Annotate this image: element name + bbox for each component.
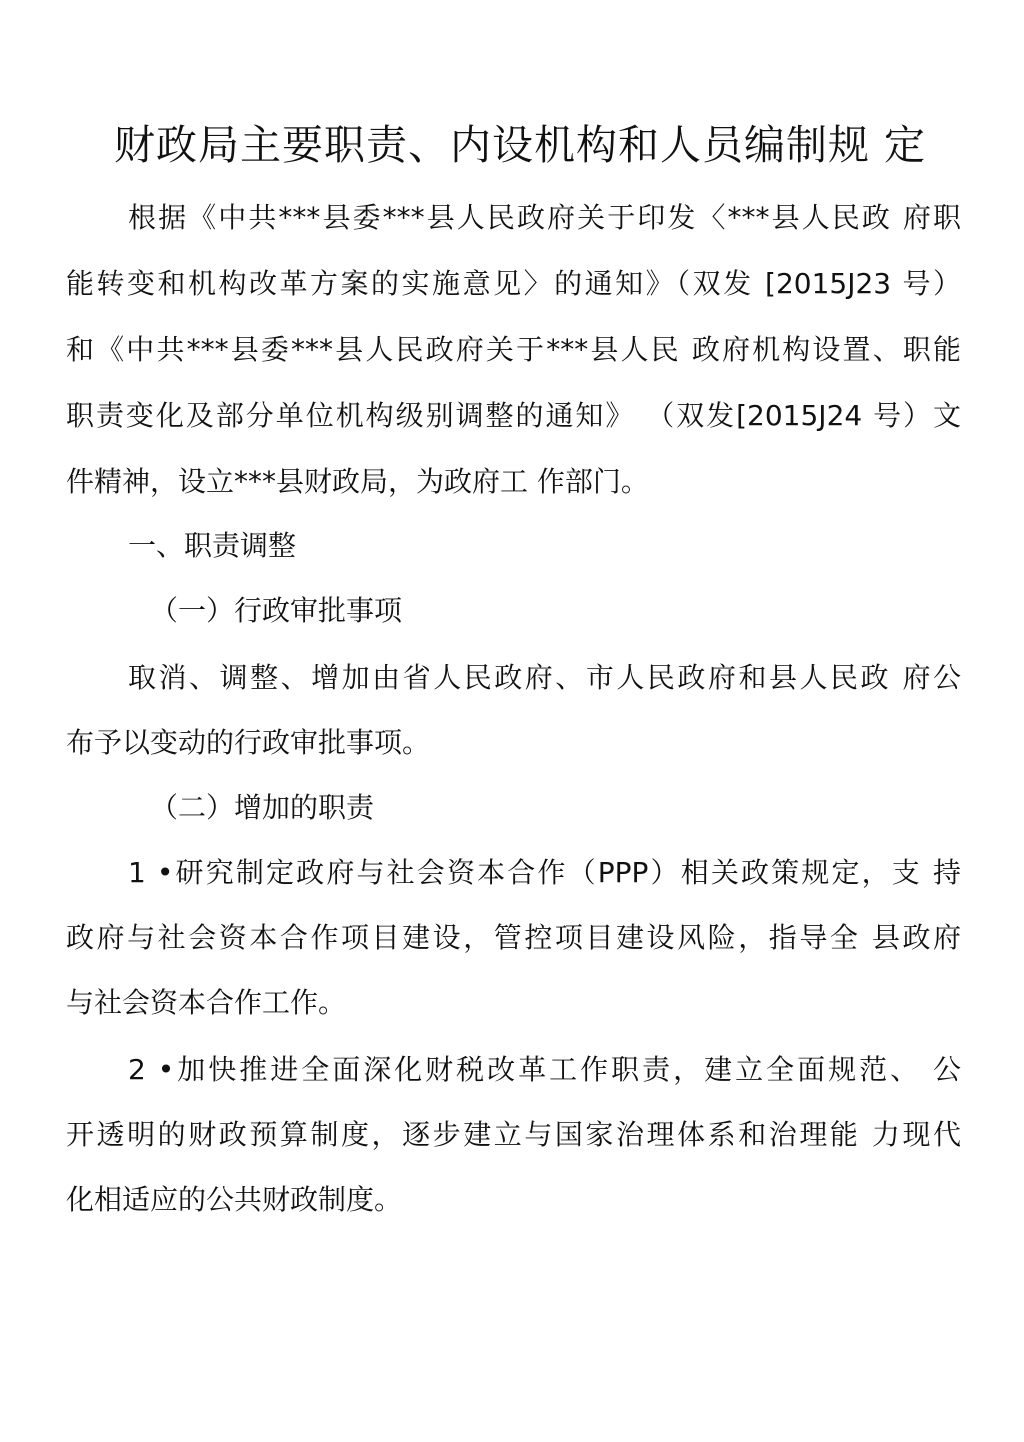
section-heading: 一、职责调整 (128, 529, 297, 562)
subsection-heading: （二）增加的职责 (150, 791, 375, 824)
paragraph-line: 件精神，设立***县财政局，为政府工 作部门。 (66, 465, 649, 498)
paragraph-line: 2 •加快推进全面深化财税改革工作职责，建立全面规范、 公 (128, 1053, 961, 1086)
paragraph-line: 与社会资本合作工作。 (66, 986, 347, 1019)
paragraph-line: 取消、调整、增加由省人民政府、市人民政府和县人民政 府公 (128, 661, 961, 694)
document-title: 财政局主要职责、内设机构和人员编制规 定 (113, 121, 927, 169)
paragraph-line: 布予以变动的行政审批事项。 (66, 726, 431, 759)
paragraph-line: 能转变和机构改革方案的实施意见〉的通知》（双发 [2015J23 号） (66, 267, 961, 300)
paragraph-line: 开透明的财政预算制度，逐步建立与国家治理体系和治理能 力现代 (66, 1118, 961, 1151)
paragraph-line: 和《中共***县委***县人民政府关于***县人民 政府机构设置、职能 (66, 333, 961, 366)
paragraph-line: 政府与社会资本合作项目建设，管控项目建设风险，指导全 县政府 (66, 921, 961, 954)
paragraph-line: 化相适应的公共财政制度。 (66, 1183, 403, 1216)
paragraph-line: 根据《中共***县委***县人民政府关于印发〈***县人民政 府职 (128, 201, 961, 234)
paragraph-line: 职责变化及部分单位机构级别调整的通知》 （双发[2015J24 号）文 (66, 399, 961, 432)
subsection-heading: （一）行政审批事项 (150, 594, 403, 627)
paragraph-line: 1 •研究制定政府与社会资本合作（PPP）相关政策规定，支 持 (128, 856, 961, 889)
